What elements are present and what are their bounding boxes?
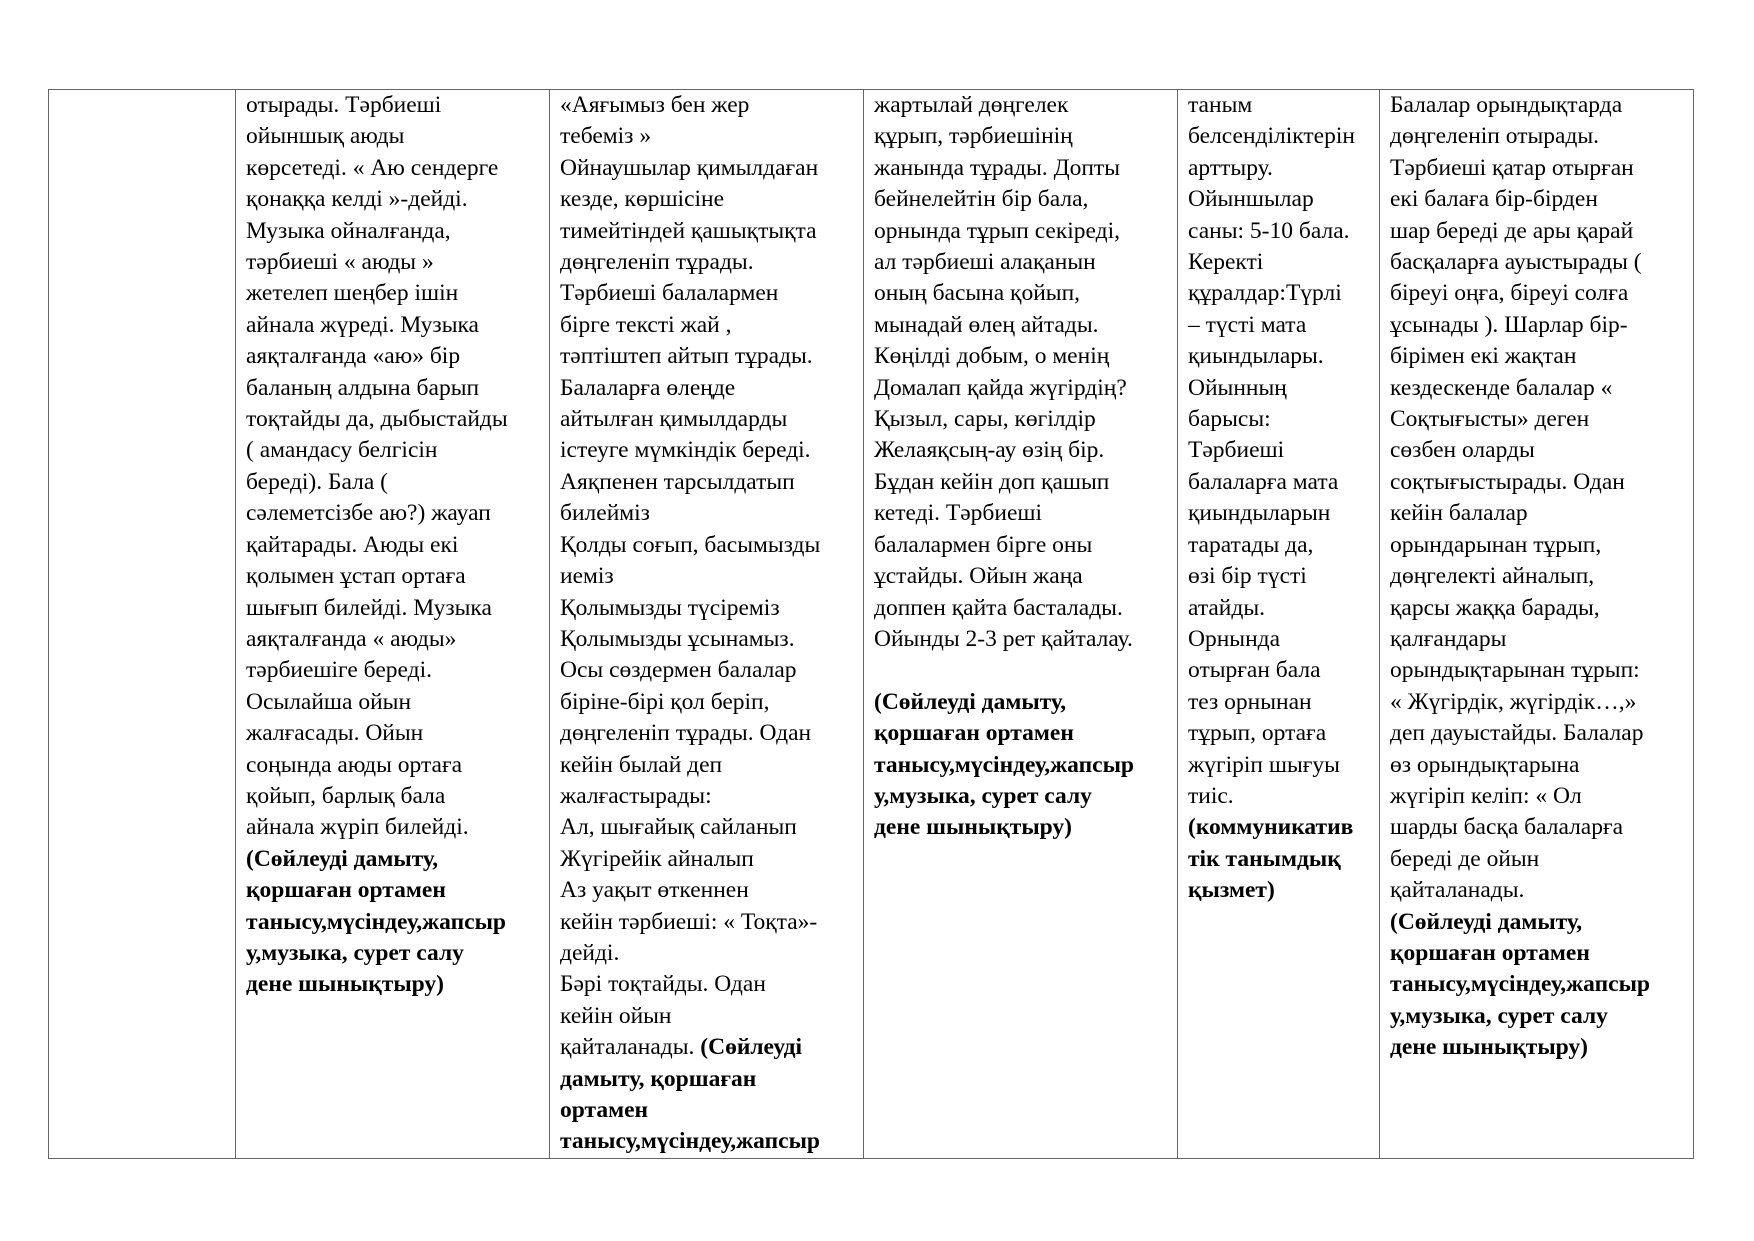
text-line: Орнында bbox=[1188, 625, 1281, 652]
text-line: Балаларға өлеңде bbox=[560, 374, 736, 401]
text-line: отырған бала bbox=[1188, 657, 1321, 684]
text-line: шығып билейді. Музыка bbox=[246, 594, 492, 621]
text-line: тәрбиеші « аюды » bbox=[246, 249, 434, 276]
text-line: оның басына қойып, bbox=[874, 280, 1081, 307]
text-line: Балалар орындықтарда bbox=[1390, 92, 1623, 118]
text-line: қайтарады. Аюды екі bbox=[246, 531, 459, 558]
table-cell-game-stamp-feet bbox=[550, 90, 864, 1159]
text-line-bold: танысу,мүсіндеу,жапсыр bbox=[1390, 971, 1650, 998]
text-line: тәптіштеп айтып тұрады. bbox=[560, 343, 813, 370]
text-line-bold: дене шынықтыру) bbox=[246, 971, 445, 998]
text-line: жүгіріп шығуы bbox=[1188, 751, 1340, 778]
text-line: Ойынның bbox=[1188, 374, 1287, 401]
text-line-bold: (Сөйлеуді дамыту, bbox=[1390, 908, 1583, 935]
text-line: баланың алдына барып bbox=[246, 374, 480, 401]
text-line: Аз уақыт өткеннен bbox=[560, 877, 749, 904]
text-line-bold: у,музыка, сурет салу bbox=[246, 939, 464, 966]
text-line: айнала жүріп билейді. bbox=[246, 814, 469, 841]
text-line: көрсетеді. « Аю сендерге bbox=[246, 154, 499, 181]
text-line: Тәрбиеші балалармен bbox=[560, 280, 779, 307]
text-line: қайталанады. bbox=[1390, 877, 1525, 904]
text-line: Қызыл, сары, көгілдір bbox=[874, 406, 1096, 433]
activity-table bbox=[48, 89, 1694, 1159]
text-line: Осы сөздермен балалар bbox=[560, 657, 797, 684]
text-line: жалғастырады: bbox=[560, 782, 712, 809]
text-line: құрып, тәрбиешінің bbox=[874, 123, 1073, 150]
text-line: қойып, барлық бала bbox=[246, 782, 446, 809]
text-line: Тәрбиеші қатар отырған bbox=[1390, 154, 1634, 181]
text-line: кездескенде балалар « bbox=[1390, 374, 1613, 401]
text-line: тоқтайды да, дыбыстайды bbox=[246, 406, 508, 433]
text-line: кетеді. Тәрбиеші bbox=[874, 500, 1043, 527]
text-line: таратады да, bbox=[1188, 531, 1314, 558]
text-line-bold: у,музыка, сурет салу bbox=[874, 782, 1092, 809]
text-line: барысы: bbox=[1188, 406, 1271, 433]
text-line: ( амандасу белгісін bbox=[246, 437, 438, 464]
text-line: айнала жүреді. Музыка bbox=[246, 311, 479, 338]
text-line: Аяқпенен тарсылдатып bbox=[560, 468, 795, 495]
text-line: соңында аюды ортаға bbox=[246, 751, 463, 778]
text-line: тәрбиешіге береді. bbox=[246, 657, 432, 684]
text-line: тебеміз » bbox=[560, 123, 652, 150]
text-line: Тәрбиеші bbox=[1188, 437, 1285, 464]
text-line: отырады. Тәрбиеші bbox=[246, 92, 442, 118]
table-cell-game-bear bbox=[236, 90, 550, 1159]
text-line: Домалап қайда жүгірдің? bbox=[874, 374, 1127, 401]
text-line: Бұдан кейін доп қашып bbox=[874, 468, 1110, 495]
text-line: таным bbox=[1188, 92, 1253, 118]
text-line: доппен қайта басталады. bbox=[874, 594, 1123, 621]
text-line: дейді. bbox=[560, 939, 620, 966]
table-cell-game-fabric bbox=[1178, 90, 1380, 1159]
text-line: шар береді де ары қарай bbox=[1390, 217, 1634, 244]
text-line: құралдар:Түрлі bbox=[1188, 280, 1342, 307]
text-line: Соқтығысты» деген bbox=[1390, 406, 1590, 433]
text-line-bold: (Сөйлеуді дамыту, bbox=[874, 688, 1067, 715]
text-line-bold: дене шынықтыру) bbox=[1390, 1034, 1589, 1061]
text-line: бейнелейтін бір бала, bbox=[874, 186, 1089, 213]
text-line: мынадай өлең айтады. bbox=[874, 311, 1099, 338]
text-line-bold: дамыту, қоршаған bbox=[560, 1065, 757, 1092]
text-line-bold: тік танымдық bbox=[1188, 845, 1341, 872]
text-line: қайталанады. (Сөйлеуді bbox=[560, 1034, 803, 1061]
text-line: сөзбен оларды bbox=[1390, 437, 1535, 464]
text-line: жүгіріп келіп: « Ол bbox=[1390, 782, 1582, 809]
text-line: ұсынады ). Шарлар бір- bbox=[1390, 311, 1628, 338]
text-bold-tail: (Сөйлеуді bbox=[700, 1034, 803, 1061]
text-line: Музыка ойналғанда, bbox=[246, 217, 451, 244]
text-line-bold: қоршаған ортамен bbox=[1390, 939, 1590, 966]
text-line: балаларға мата bbox=[1188, 468, 1339, 495]
text-line: орындарынан тұрып, bbox=[1390, 531, 1602, 558]
text-line: жалғасады. Ойын bbox=[246, 720, 424, 747]
text-line: Қолымызды түсіреміз bbox=[560, 594, 780, 621]
text-line: жанында тұрады. Допты bbox=[874, 154, 1120, 181]
text-line: « Жүгірдік, жүгірдік…,» bbox=[1390, 688, 1637, 715]
text-line-bold: қоршаған ортамен bbox=[874, 720, 1074, 747]
text-line: балалармен бірге оны bbox=[874, 531, 1093, 558]
text-line: Қолымызды ұсынамыз. bbox=[560, 625, 795, 652]
text-line: – түсті мата bbox=[1188, 311, 1307, 338]
text-line: істеуге мүмкіндік береді. bbox=[560, 437, 811, 464]
text-line: кейін тәрбиеші: « Тоқта»- bbox=[560, 908, 818, 935]
text-line-bold: қызмет) bbox=[1188, 877, 1275, 904]
text-line: аяқталғанда « аюды» bbox=[246, 625, 457, 652]
text-line: Ойынды 2-3 рет қайталау. bbox=[874, 625, 1133, 652]
text-line: соқтығыстырады. Одан bbox=[1390, 468, 1625, 495]
text-line: қарсы жаққа барады, bbox=[1390, 594, 1600, 621]
text-line: қиындылары. bbox=[1188, 343, 1324, 370]
text-line-bold: танысу,мүсіндеу,жапсыр bbox=[560, 1128, 820, 1155]
text-line-bold: дене шынықтыру) bbox=[874, 814, 1073, 841]
text-line-bold: танысу,мүсіндеу,жапсыр bbox=[246, 908, 506, 935]
text-line: Қолды соғып, басымызды bbox=[560, 531, 821, 558]
text-line: береді де ойын bbox=[1390, 845, 1540, 872]
text-line-bold: (коммуникатив bbox=[1188, 814, 1354, 841]
text-line: Осылайша ойын bbox=[246, 688, 412, 715]
text-line: Ал, шығайық сайланып bbox=[560, 814, 797, 841]
text-line: иеміз bbox=[560, 563, 614, 590]
text-line: жартылай дөңгелек bbox=[874, 92, 1069, 118]
text-line: «Аяғымыз бен жер bbox=[560, 92, 750, 118]
text-line: Ойнаушылар қимылдаған bbox=[560, 154, 819, 181]
text-line: қиындыларын bbox=[1188, 500, 1331, 527]
text-line: дөңгеленіп тұрады. Одан bbox=[560, 720, 812, 747]
text-line: шарды басқа балаларға bbox=[1390, 814, 1624, 841]
text-line: кейін ойын bbox=[560, 1002, 672, 1029]
text-line: Жүгірейік айналып bbox=[560, 845, 754, 872]
text-line: жетелеп шеңбер ішін bbox=[246, 280, 459, 307]
text-line: Көңілді добым, о менің bbox=[874, 343, 1110, 370]
text-line: біріне-бірі қол беріп, bbox=[560, 688, 770, 715]
text-line bbox=[874, 655, 1171, 686]
text-line: ал тәрбиеші алақанын bbox=[874, 249, 1096, 276]
table-cell-game-ball bbox=[864, 90, 1178, 1159]
text-line: кезде, көршісіне bbox=[560, 186, 725, 213]
text-line: ұстайды. Ойын жаңа bbox=[874, 563, 1083, 590]
text-line: Керекті bbox=[1188, 249, 1264, 276]
text-line-bold: танысу,мүсіндеу,жапсыр bbox=[874, 751, 1134, 778]
text-line: атайды. bbox=[1188, 594, 1266, 621]
text-line: белсенділіктерін bbox=[1188, 123, 1355, 150]
text-line: біреуі оңға, біреуі солға bbox=[1390, 280, 1629, 307]
text-line: тиіс. bbox=[1188, 782, 1234, 809]
text-line: саны: 5-10 бала. bbox=[1188, 217, 1350, 244]
text-line: орындықтарынан тұрып: bbox=[1390, 657, 1640, 684]
table-row bbox=[49, 90, 1694, 1159]
text-line-bold: (Сөйлеуді дамыту, bbox=[246, 845, 439, 872]
text-line: қонаққа келді »-дейді. bbox=[246, 186, 468, 213]
text-line: арттыру. bbox=[1188, 154, 1273, 181]
text-line: екі балаға бір-бірден bbox=[1390, 186, 1598, 213]
text-line: орнында тұрып секіреді, bbox=[874, 217, 1121, 244]
text-line: басқаларға ауыстырады ( bbox=[1390, 249, 1642, 276]
text-line: бірімен екі жақтан bbox=[1390, 343, 1577, 370]
text-line: өз орындықтарына bbox=[1390, 751, 1580, 778]
text-line-bold: у,музыка, сурет салу bbox=[1390, 1002, 1608, 1029]
text-line-bold: ортамен bbox=[560, 1097, 649, 1123]
text-line: береді). Бала ( bbox=[246, 468, 388, 495]
text-line: кейін былай деп bbox=[560, 751, 723, 778]
text-line: қолымен ұстап ортаға bbox=[246, 563, 466, 590]
text-line: ойыншық аюды bbox=[246, 123, 405, 150]
table-cell-empty bbox=[49, 90, 236, 1159]
text-line: айтылған қимылдарды bbox=[560, 406, 788, 433]
text-line: Желаяқсың-ау өзің бір. bbox=[874, 437, 1105, 464]
text-line: билейміз bbox=[560, 500, 650, 527]
text-line: Бәрі тоқтайды. Одан bbox=[560, 971, 766, 998]
text-line: тұрып, ортаға bbox=[1188, 720, 1327, 747]
text-line: Ойыншылар bbox=[1188, 186, 1314, 213]
text-line-bold: қоршаған ортамен bbox=[246, 877, 446, 904]
text-line: дөңгелекті айналып, bbox=[1390, 563, 1595, 590]
text-line: тимейтіндей қашықтықта bbox=[560, 217, 817, 244]
text-line: кейін балалар bbox=[1390, 500, 1528, 527]
text-line: қалғандары bbox=[1390, 625, 1507, 652]
text-line: өзі бір түсті bbox=[1188, 563, 1307, 590]
text-line: сәлеметсізбе аю?) жауап bbox=[246, 500, 491, 527]
text-line: тез орнынан bbox=[1188, 688, 1312, 715]
text-line: аяқталғанда «аю» бір bbox=[246, 343, 461, 370]
table-cell-game-balloons bbox=[1380, 90, 1694, 1159]
text-line: дөңгеленіп тұрады. bbox=[560, 249, 754, 276]
text-line: дөңгеленіп отырады. bbox=[1390, 123, 1600, 150]
text-line: бірге тексті жай , bbox=[560, 311, 732, 338]
text-line: деп дауыстайды. Балалар bbox=[1390, 720, 1644, 747]
